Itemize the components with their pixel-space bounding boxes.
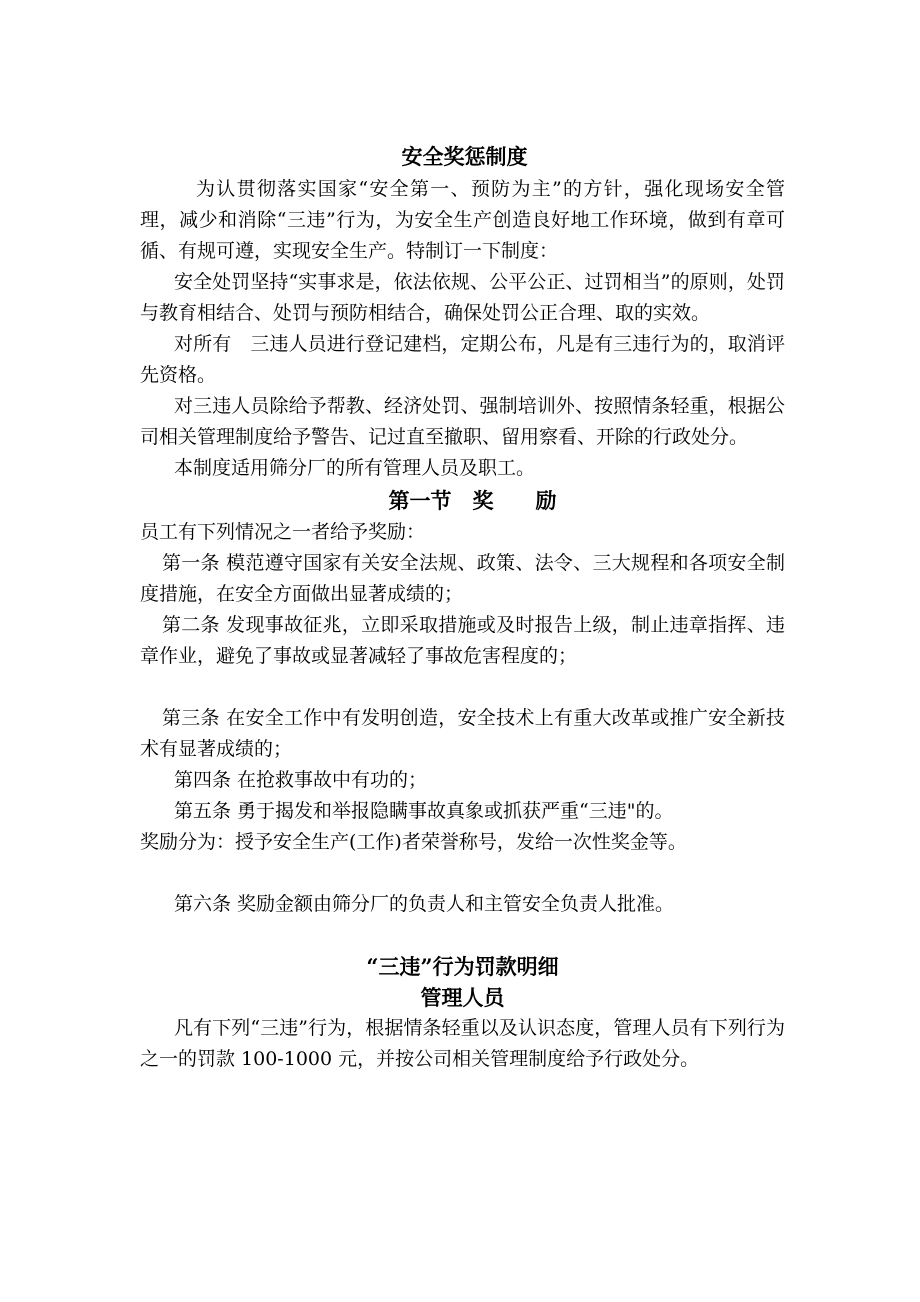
fines-title: “三违”行为罚款明细 bbox=[366, 954, 559, 979]
document-body bbox=[140, 140, 785, 1075]
intro-paragraph-3: 对所有 三违人员进行登记建档，定期公布，凡是有三违行为的，取消评先资格。 bbox=[140, 333, 785, 386]
spacer bbox=[140, 920, 785, 951]
article-2: 第二条 发现事故征兆，立即采取措施或及时报告上级，制止违章指挥、违章作业，避免了事故或显著减轻了事故危害程度的； bbox=[140, 614, 785, 667]
fines-paragraph: 凡有下列“三违”行为，根据情条轻重以及认识态度，管理人员有下列行为之一的罚款 100-1000 元，并按公司相关管理制度给予行政处分。 bbox=[140, 1017, 785, 1070]
spacer bbox=[140, 672, 785, 703]
section-1-title: 第一节 奖 励 bbox=[388, 488, 557, 513]
article-1: 第一条 模范遵守国家有关安全法规、政策、法令、三大规程和各项安全制度措施，在安全方面做出显著成绩的； bbox=[140, 552, 785, 605]
fines-subtitle: 管理人员 bbox=[420, 985, 505, 1010]
article-4: 第四条 在抢救事故中有功的； bbox=[174, 769, 428, 791]
intro-paragraph-1: 为认贯彻落实国家“安全第一、预防为主”的方针，强化现场安全管理，减少和消除“三违”行为，为安全生产创造良好地工作环境，做到有章可循、有规可遵，实现安全生产。特制订一下制度： bbox=[140, 178, 785, 262]
article-6: 第六条 奖励金额由筛分厂的负责人和主管安全负责人批准。 bbox=[174, 893, 675, 915]
intro-paragraph-2: 安全处罚坚持“实事求是，依法依规、公平公正、过罚相当”的原则，处罚与教育相结合、处罚与预防相结合，确保处罚公正合理、取的实效。 bbox=[140, 271, 785, 324]
spacer bbox=[140, 858, 785, 889]
article-3: 第三条 在安全工作中有发明创造，安全技术上有重大改革或推广安全新技术有显著成绩的； bbox=[140, 707, 785, 760]
article-5: 第五条 勇于揭发和举报隐瞒事故真象或抓获严重“三违"的。 bbox=[174, 800, 674, 822]
intro-paragraph-4: 对三违人员除给予帮教、经济处罚、强制培训外、按照情条轻重，根据公司相关管理制度给予警告、记过直至撤职、留用察看、开除的行政处分。 bbox=[140, 395, 785, 448]
intro-paragraph-5: 本制度适用筛分厂的所有管理人员及职工。 bbox=[174, 457, 536, 479]
reward-types: 奖励分为：授予安全生产(工作)者荣誉称号，发给一次性奖金等。 bbox=[140, 831, 687, 853]
section-1-lead: 员工有下列情况之一者给予奖励： bbox=[140, 521, 426, 543]
document-title: 安全奖惩制度 bbox=[401, 144, 528, 169]
